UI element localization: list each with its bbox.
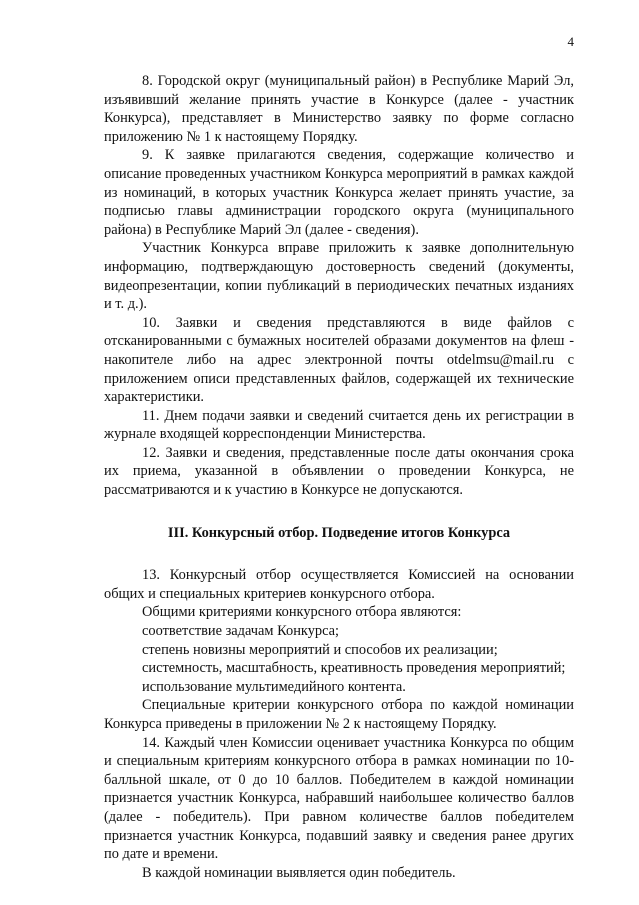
paragraph-14: 14. Каждый член Комиссии оценивает участника Конкурса по общим и специальным критериям конкурсного отбора в рамках номинации по 10-балльной шкале, от 0 до 10 баллов. Победителем в каждой номинации признается участник Конкурса, набравший наибольшее количество баллов (далее - победитель). При равном количестве баллов победителем признается участник Конкурса, подавший заявку и сведения ранее других по дате и времени. bbox=[104, 734, 574, 863]
page-number: 4 bbox=[567, 34, 574, 49]
document-body bbox=[104, 72, 574, 882]
general-criteria-intro: Общими критериями конкурсного отбора являются: bbox=[142, 604, 462, 621]
paragraph-additional-info: Участник Конкурса вправе приложить к заявке дополнительную информацию, подтверждающую достоверность сведений (документы, видеопрезентации, копии публикаций в периодических печатных изданиях и т. д.). bbox=[104, 240, 574, 313]
paragraph-10: 10. Заявки и сведения представляются в виде файлов с отсканированными с бумажных носителей образами документов на флеш - накопителе либо на адрес электронной почты otdelmsu@mail.ru с приложением описи представленных файлов, содержащей их технические характеристики. bbox=[104, 314, 574, 406]
special-criteria-paragraph: Специальные критерии конкурсного отбора по каждой номинации Конкурса приведены в приложении № 2 к настоящему Порядку. bbox=[104, 697, 574, 732]
paragraph-8: 8. Городской округ (муниципальный район) в Республике Марий Эл, изъявивший желание принять участие в Конкурсе (далее - участник Конкурса), представляет в Министерство заявку по форме согласно приложению № 1 к настоящему Порядку. bbox=[104, 73, 574, 145]
section-heading: III. Конкурсный отбор. Подведение итогов Конкурса bbox=[167, 524, 511, 541]
criterion-item: степень новизны мероприятий и способов их реализации; bbox=[142, 641, 498, 658]
paragraph-11: 11. Днем подачи заявки и сведений считается день их регистрации в журнале входящей корреспонденции Министерства. bbox=[104, 407, 574, 443]
criterion-item: соответствие задачам Конкурса; bbox=[142, 623, 340, 640]
criterion-item: использование мультимедийного контента. bbox=[142, 678, 406, 695]
winner-per-nomination: В каждой номинации выявляется один победитель. bbox=[142, 864, 456, 881]
paragraph-9: 9. К заявке прилагаются сведения, содержащие количество и описание проведенных участником Конкурса мероприятий в рамках каждой из номинаций, в которых участник Конкурса желает принять участие, за подписью главы администрации городского округа (муниципального района) в Республике Марий Эл (далее - сведения). bbox=[104, 147, 574, 238]
paragraph-13: 13. Конкурсный отбор осуществляется Комиссией на основании общих и специальных критериев конкурсного отбора. bbox=[104, 567, 574, 602]
paragraph-12: 12. Заявки и сведения, представленные после даты окончания срока их приема, указанной в объявлении о проведении Конкурса, не рассматриваются и к участию в Конкурсе не допускаются. bbox=[104, 444, 574, 499]
criterion-item: системность, масштабность, креативность проведения мероприятий; bbox=[142, 660, 566, 677]
